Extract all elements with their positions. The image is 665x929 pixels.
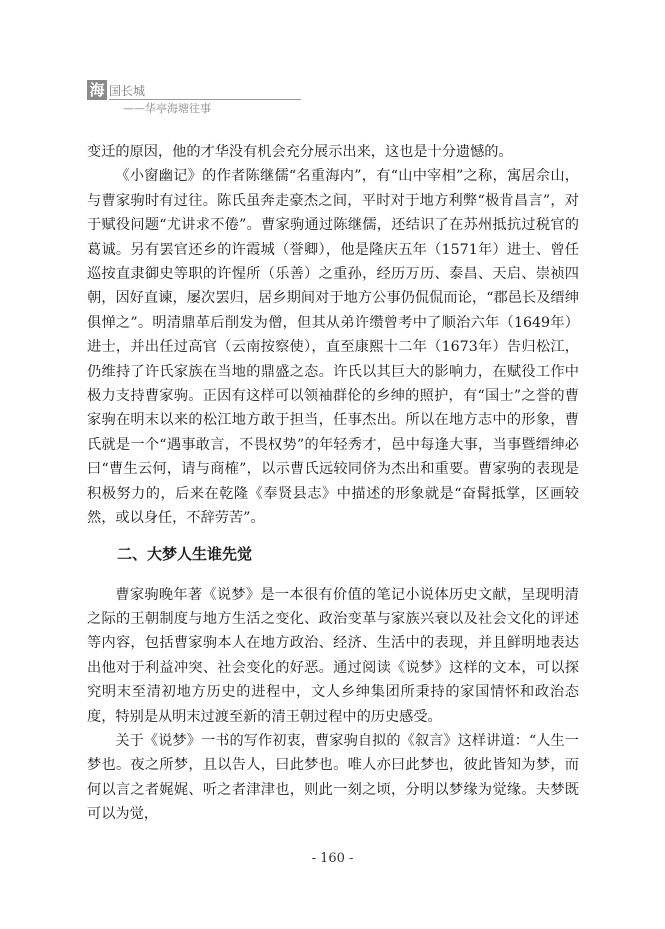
paragraph-chen-jiru: 《小窗幽记》的作者陈继儒“名重海内”，有“山中宰相”之称，寓居佘山，与曹家驹时有过往。陈氏虽奔走豪杰之间，平时对于地方利弊“极肯昌言”，对于赋役问题“尤讲求不倦”。曹家驹通过陈继儒，还结识了在苏州抵抗过税官的葛诚。另有罢官还乡的许霞城（誉卿），他是隆庆五年（1571年）进士、曾任巡按直隶御史等职的许惺所（乐善）之重孙，经历万历、泰昌、天启、崇祯四朝，因好直谏，屡次罢归，居乡期间对于地方公事仍侃侃而论，“郡邑长及缙绅俱惮之”。明清鼎革后削发为僧，但其从弟许缵曾考中了顺治六年（1649年）进士，并出任过高官（云南按察使），直至康熙十二年（1673年）告归松江，仍维持了许氏家族在当地的鼎盛之态。许氏以其巨大的影响力，在赋役工作中极力支持曹家驹。正因有这样可以领袖群伦的乡绅的照护，有“国士”之誉的曹家驹在明末以来的松江地方敢于担当，任事杰出。所以在地方志中的形象，曹氏就是一个“遇事敢言，不畏权势”的年轻秀才，邑中每逢大事，当事暨缙绅必曰“曹生云何，请与商榷”，以示曹氏远较同侪为杰出和重要。曹家驹的表现是积极努力的，后来在乾隆《奉贤县志》中描述的形象就是“奋髯抵掌，区画较然，或以身任，不辞劳苦”。	[87, 168, 579, 527]
page-number: - 160 -	[311, 851, 354, 866]
book-logo-mark: 海	[87, 80, 107, 100]
running-header	[87, 80, 307, 120]
section-heading: 二、大梦人生谁先觉	[117, 544, 253, 563]
book-subtitle: ——华亭海塘往事	[123, 102, 211, 115]
book-title: 国长城	[109, 84, 146, 98]
paragraph-shuomeng-intro: 曹家驹晚年著《说梦》是一本很有价值的笔记小说体历史文献，呈现明清之际的王朝制度与地方生活之变化、政治变革与家族兴衰以及社会文化的评述等内容，包括曹家驹本人在地方政治、经济、生活中的表现，并且鲜明地表达出他对于利益冲突、社会变化的好恶。通过阅读《说梦》这样的文本，可以探究明末至清初地方历史的进程中，文人乡绅集团所秉持的家国情怀和政治态度，特别是从明末过渡至新的清王朝过程中的历史感受。	[87, 586, 579, 725]
paragraph-shuomeng-preface: 关于《说梦》一书的写作初衷，曹家驹自拟的《叙言》这样讲道：“人生一梦也。夜之所梦，且以告人，曰此梦也。唯人亦曰此梦也，彼此皆知为梦，而何以言之者娓娓、听之者津津也，则此一刻之顷，分明以梦缘为觉缘。夫梦既可以为觉，	[87, 732, 579, 823]
page-body	[87, 140, 579, 827]
paragraph-continuation: 变迁的原因，他的才华没有机会充分展示出来，这也是十分遗憾的。	[87, 144, 513, 160]
